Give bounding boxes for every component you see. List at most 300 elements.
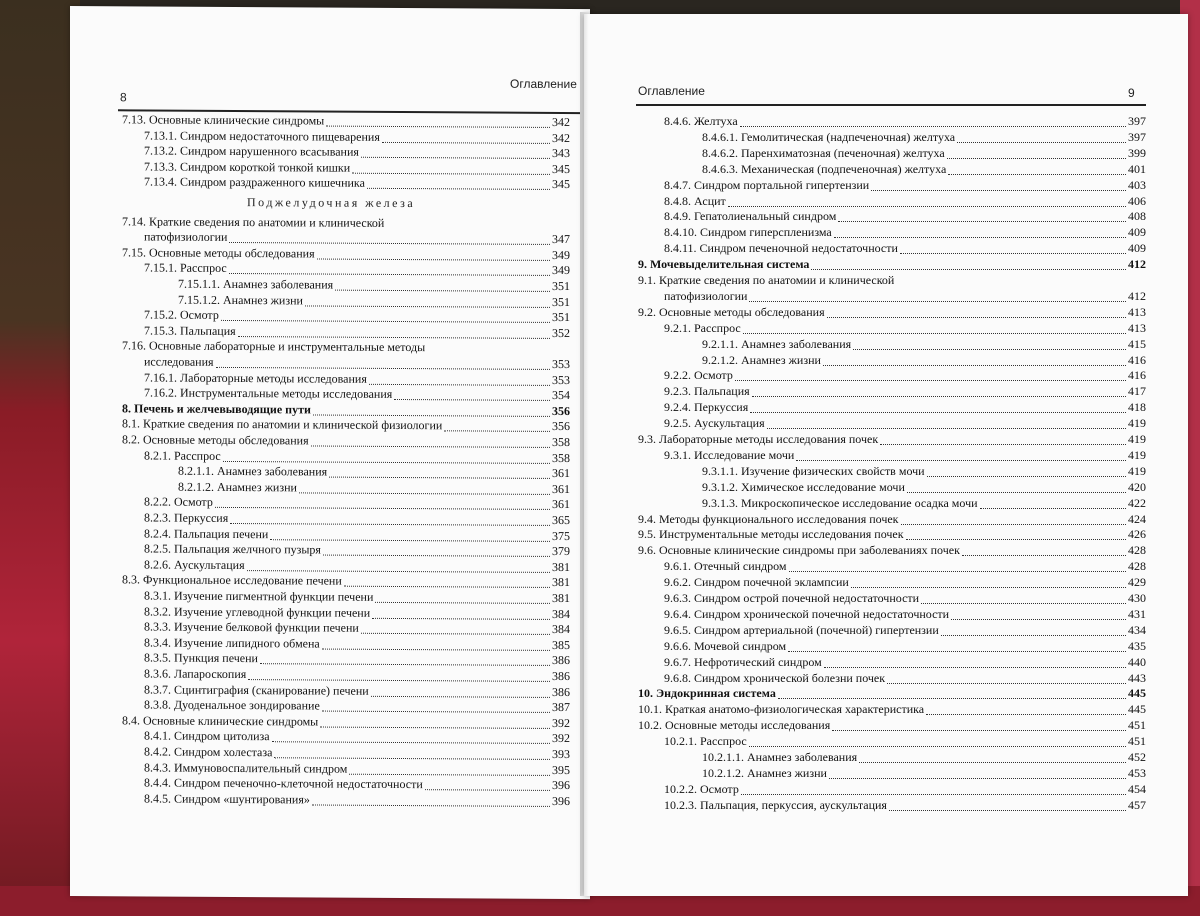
toc-leader-dots [372, 617, 550, 619]
toc-entry-label: 8. Печень и желчевыводящие пути [122, 401, 311, 417]
toc-entry [122, 432, 570, 449]
toc-entry [144, 323, 570, 340]
toc-entry [144, 776, 570, 793]
toc-entry-page: 361 [552, 481, 570, 496]
toc-leader-dots [948, 174, 1126, 175]
toc-entry [702, 766, 1146, 780]
toc-entry-label: 8.2.6. Аускультация [144, 557, 245, 572]
toc-entry-page: 454 [1128, 781, 1146, 796]
toc-entry [122, 214, 570, 231]
toc-entry-page: 358 [552, 434, 570, 450]
toc-entry-page: 419 [1128, 416, 1146, 431]
right-page-header-title: Оглавление [638, 84, 705, 98]
toc-entry [178, 277, 570, 293]
toc-entry [664, 559, 1146, 573]
toc-entry-label: 8.1. Краткие сведения по анатомии и клинической физиологии [122, 416, 443, 433]
toc-entry-label: 7.13. Основные клинические синдромы [122, 112, 325, 128]
toc-leader-dots [230, 523, 550, 526]
toc-entry-page: 351 [552, 278, 570, 294]
toc-leader-dots [823, 365, 1126, 366]
toc-entry-page: 343 [552, 146, 570, 161]
toc-entry-page: 424 [1128, 511, 1146, 526]
toc-leader-dots [305, 305, 550, 307]
toc-entry-label: 7.15.3. Пальпация [144, 323, 236, 338]
toc-entry [702, 337, 1146, 351]
toc-entry-label: 10.2.3. Пальпация, перкуссия, аускультация [664, 797, 887, 812]
toc-entry [638, 305, 1146, 319]
toc-entry-label: 8.4.8. Асцит [664, 193, 726, 208]
toc-entry [702, 464, 1146, 478]
toc-entry-page: 453 [1128, 765, 1146, 780]
toc-entry [664, 655, 1146, 669]
toc-entry-label: 10.2. Основные методы исследования [638, 718, 831, 733]
toc-entry [144, 557, 570, 574]
toc-entry-page: 361 [552, 497, 570, 512]
toc-entry [702, 480, 1146, 494]
toc-entry [664, 114, 1146, 128]
toc-entry-label: 8.3.5. Пункция печени [144, 650, 258, 666]
toc-entry-label: 8.2.1. Расспрос [144, 448, 221, 463]
toc-entry-label: 7.13.3. Синдром короткой тонкой кишки [144, 159, 351, 175]
toc-entry [664, 289, 1146, 303]
toc-leader-dots [941, 635, 1126, 636]
toc-leader-dots [311, 445, 550, 447]
toc-leader-dots [889, 810, 1126, 811]
toc-entry-label: 8.2.3. Перкуссия [144, 510, 229, 525]
toc-leader-dots [247, 570, 550, 573]
toc-entry-page: 440 [1128, 654, 1146, 669]
toc-leader-dots [859, 762, 1126, 763]
toc-entry [144, 604, 570, 621]
toc-leader-dots [369, 383, 550, 385]
toc-leader-dots [221, 320, 550, 323]
toc-leader-dots [851, 587, 1126, 588]
toc-entry-page: 416 [1128, 352, 1146, 367]
toc-entry-page: 386 [552, 653, 570, 668]
toc-entry-label: 7.15.1.2. Анамнез жизни [178, 292, 303, 308]
toc-entry-page: 342 [552, 114, 570, 130]
toc-entry [144, 510, 570, 527]
toc-entry-label: 9.6.6. Мочевой синдром [664, 638, 787, 653]
toc-leader-dots [735, 380, 1126, 381]
toc-entry-label: 8.2.1.1. Анамнез заболевания [178, 463, 328, 479]
toc-entry [664, 209, 1146, 223]
toc-entry-page: 345 [552, 161, 570, 176]
toc-entry-page: 381 [552, 590, 570, 606]
toc-entry-page: 413 [1128, 320, 1146, 335]
toc-entry-page: 452 [1128, 750, 1146, 764]
toc-entry-label: 7.13.4. Синдром раздраженного кишечника [144, 174, 365, 191]
book-spine-shadow [580, 12, 594, 896]
toc-leader-dots [323, 555, 550, 557]
toc-entry-label: 9.6.4. Синдром хронической почечной недостаточности [664, 606, 950, 621]
toc-leader-dots [375, 602, 550, 604]
toc-entry-page: 401 [1128, 161, 1146, 176]
toc-leader-dots [260, 664, 550, 667]
toc-entry-label: 9.2.4. Перкуссия [664, 400, 749, 415]
toc-entry-page: 387 [552, 700, 570, 715]
toc-entry [638, 718, 1146, 732]
toc-entry-page: 445 [1128, 702, 1146, 717]
toc-leader-dots [352, 173, 550, 175]
toc-leader-dots [229, 242, 550, 245]
toc-leader-dots [248, 679, 550, 682]
toc-entry-label: 10.2.2. Осмотр [664, 781, 739, 796]
toc-entry [702, 353, 1146, 367]
toc-entry-page: 381 [552, 575, 570, 590]
toc-entry-page: 399 [1128, 145, 1146, 160]
toc-leader-dots [901, 524, 1126, 525]
toc-leader-dots [329, 477, 550, 479]
toc-leader-dots [853, 349, 1126, 350]
toc-leader-dots [313, 414, 550, 416]
toc-entry-label: 7.16.1. Лабораторные методы исследования [144, 370, 367, 386]
toc-entry-page: 397 [1128, 129, 1146, 144]
toc-leader-dots [824, 667, 1126, 668]
toc-entry-label: 8.3.2. Изучение углеводной функции печени [144, 604, 371, 620]
toc-entry [664, 416, 1146, 430]
toc-entry-label: 8.2.5. Пальпация желчного пузыря [144, 541, 321, 557]
toc-leader-dots [223, 461, 550, 464]
toc-entry [144, 760, 570, 777]
toc-entry [144, 682, 570, 699]
toc-entry [702, 130, 1146, 144]
toc-entry-label: 7.15.1.1. Анамнез заболевания [178, 276, 334, 292]
toc-leader-dots [880, 444, 1126, 445]
toc-entry-page: 434 [1128, 622, 1146, 637]
toc-entry-page: 393 [552, 746, 570, 762]
toc-entry-page: 416 [1128, 368, 1146, 383]
right-page-number: 9 [1128, 86, 1135, 100]
toc-entry [638, 527, 1146, 541]
toc-entry-page: 353 [552, 356, 570, 372]
toc-leader-dots [272, 742, 550, 745]
toc-entry [664, 241, 1146, 255]
toc-entry [664, 798, 1146, 812]
toc-entry-label: 7.13.1. Синдром недостаточного пищеварения [144, 128, 380, 144]
toc-entry-label: 9.1. Краткие сведения по анатомии и клинической [638, 273, 895, 287]
toc-entry-page: 420 [1128, 479, 1146, 494]
toc-leader-dots [344, 586, 550, 588]
toc-leader-dots [749, 746, 1126, 747]
toc-entry [144, 620, 570, 637]
toc-entry-page: 430 [1128, 591, 1146, 605]
toc-leader-dots [947, 158, 1126, 159]
toc-leader-dots [728, 206, 1126, 207]
toc-entry [178, 292, 570, 308]
toc-entry [122, 245, 570, 262]
toc-entry [638, 512, 1146, 526]
toc-entry-page: 415 [1128, 336, 1146, 351]
toc-entry-label: 9.6.5. Синдром артериальной (почечной) гипертензии [664, 622, 939, 637]
toc-entry-label: 8.4.5. Синдром «шунтирования» [144, 791, 310, 807]
toc-entry-label: исследования [144, 354, 214, 369]
toc-entry [638, 702, 1146, 716]
toc-entry-label: 8.4.6.2. Паренхиматозная (печеночная) желтуха [702, 145, 945, 160]
toc-entry-page: 435 [1128, 638, 1146, 653]
toc-leader-dots [832, 730, 1126, 731]
toc-entry-label: 8.4. Основные клинические синдромы [122, 713, 319, 729]
toc-leader-dots [743, 333, 1126, 334]
toc-entry-page: 419 [1128, 432, 1146, 446]
toc-entry-page: 352 [552, 325, 570, 340]
left-page [70, 6, 590, 899]
toc-entry-label: 9.6.8. Синдром хронической болезни почек [664, 670, 886, 685]
toc-entry [144, 729, 570, 746]
toc-entry-label: 8.4.6. Желтуха [664, 114, 738, 128]
toc-entry-page: 356 [552, 403, 570, 418]
toc-entry [702, 162, 1146, 176]
toc-entry-page: 396 [552, 793, 570, 808]
toc-entry-label: 8.4.6.3. Механическая (подпеченочная) желтуха [702, 161, 947, 176]
toc-leader-dots [382, 141, 550, 143]
toc-entry-page: 429 [1128, 575, 1146, 590]
toc-leader-dots [371, 695, 550, 697]
toc-entry-label: Поджелудочная железа [247, 195, 416, 211]
toc-leader-dots [740, 126, 1126, 127]
toc-leader-dots [838, 221, 1126, 222]
toc-entry-label: 7.16. Основные лабораторные и инструментальные методы [122, 338, 426, 355]
toc-entry [144, 128, 570, 145]
toc-entry [178, 479, 570, 495]
toc-entry-page: 347 [552, 232, 570, 247]
toc-leader-dots [444, 431, 550, 433]
toc-entry [144, 666, 570, 683]
toc-entry-label: 8.4.3. Иммуновоспалительный синдром [144, 760, 348, 776]
toc-entry-page: 419 [1128, 463, 1146, 478]
toc-leader-dots [752, 396, 1126, 397]
toc-leader-dots [962, 555, 1126, 556]
toc-entry-label: 9.2. Основные методы обследования [638, 304, 825, 319]
toc-leader-dots [921, 603, 1126, 604]
toc-entry [664, 591, 1146, 605]
toc-entry-label: 8.3.4. Изучение липидного обмена [144, 635, 320, 651]
toc-entry-page: 381 [552, 559, 570, 574]
toc-leader-dots [827, 317, 1126, 318]
toc-entry-page: 417 [1128, 384, 1146, 399]
toc-entry-label: 8.3. Функциональное исследование печени [122, 572, 342, 589]
toc-entry [664, 321, 1146, 335]
toc-entry-page: 403 [1128, 177, 1146, 192]
toc-entry-label: 7.14. Краткие сведения по анатомии и клинической [122, 213, 385, 230]
toc-entry-label: 9.5. Инструментальные методы исследования почек [638, 527, 904, 542]
toc-entry [664, 575, 1146, 589]
toc-entry [144, 744, 570, 761]
toc-entry-page: 385 [552, 637, 570, 652]
toc-entry-label: 8.2. Основные методы обследования [122, 432, 309, 448]
toc-entry-page: 392 [552, 731, 570, 746]
toc-entry-page: 349 [552, 263, 570, 278]
toc-leader-dots [326, 126, 550, 128]
toc-entry-page: 353 [552, 372, 570, 387]
toc-leader-dots [980, 508, 1126, 509]
toc-entry-page: 384 [552, 622, 570, 637]
toc-leader-dots [907, 492, 1126, 493]
toc-entry-label: 8.3.7. Сцинтиграфия (сканирование) печени [144, 682, 369, 698]
toc-entry-label: 9.6.3. Синдром острой почечной недостаточности [664, 591, 920, 605]
toc-entry-label: 9.2.2. Осмотр [664, 368, 733, 383]
toc-entry-label: 9.3.1.2. Химическое исследование мочи [702, 479, 905, 494]
toc-entry-label: 8.4.7. Синдром портальной гипертензии [664, 177, 870, 192]
toc-leader-dots [322, 711, 550, 713]
toc-entry-page: 356 [552, 419, 570, 434]
toc-entry-label: 7.15. Основные методы обследования [122, 245, 315, 261]
toc-entry [664, 623, 1146, 637]
toc-entry-page: 419 [1128, 447, 1146, 462]
toc-entry-label: 10.2.1.1. Анамнез заболевания [702, 750, 858, 764]
toc-entry-page: 409 [1128, 241, 1146, 256]
toc-entry [664, 384, 1146, 398]
toc-entry [144, 354, 570, 371]
toc-leader-dots [741, 794, 1126, 795]
toc-leader-dots [887, 683, 1126, 684]
toc-entry-label: 7.15.1. Расспрос [144, 260, 227, 276]
toc-entry [144, 495, 570, 512]
toc-entry-page: 358 [552, 450, 570, 465]
toc-leader-dots [871, 190, 1126, 191]
toc-entry-label: 9.2.1.1. Анамнез заболевания [702, 336, 852, 351]
toc-entry-label: 8.4.6.1. Гемолитическая (надпеченочная) желтуха [702, 129, 956, 144]
toc-entry-label: 8.3.3. Изучение белковой функции печени [144, 619, 359, 635]
toc-entry-page: 451 [1128, 734, 1146, 749]
toc-entry [144, 791, 570, 808]
toc-leader-dots [927, 476, 1126, 477]
toc-entry-page: 413 [1128, 304, 1146, 319]
toc-entry [638, 273, 1146, 287]
toc-entry [638, 257, 1146, 271]
toc-leader-dots [750, 412, 1126, 413]
left-page-number: 8 [120, 90, 127, 105]
toc-entry-page: 365 [552, 512, 570, 528]
toc-entry-label: патофизиологии [144, 229, 228, 245]
toc-entry-label: 9.2.5. Аускультация [664, 416, 765, 431]
toc-entry [664, 178, 1146, 192]
toc-entry [702, 750, 1146, 764]
toc-entry [144, 308, 570, 325]
toc-entry-page: 351 [552, 310, 570, 325]
toc-leader-dots [926, 714, 1126, 715]
toc-leader-dots [367, 188, 550, 190]
toc-entry [144, 370, 570, 387]
toc-entry [144, 526, 570, 543]
toc-leader-dots [811, 269, 1126, 270]
toc-entry [638, 543, 1146, 557]
toc-entry-page: 422 [1128, 495, 1146, 510]
toc-entry-label: 9.3.1.1. Изучение физических свойств мочи [702, 463, 925, 478]
toc-entry-page: 351 [552, 294, 570, 309]
toc-leader-dots [951, 619, 1126, 620]
toc-leader-dots [900, 253, 1126, 254]
toc-entry [144, 448, 570, 465]
toc-entry-page: 386 [552, 684, 570, 699]
toc-leader-dots [767, 428, 1126, 429]
toc-entry-label: 8.2.2. Осмотр [144, 494, 213, 510]
toc-leader-dots [834, 237, 1126, 238]
toc-leader-dots [312, 804, 550, 806]
toc-entry-label: 9.3. Лабораторные методы исследования почек [638, 432, 879, 446]
toc-entry-label: 8.4.2. Синдром холестаза [144, 744, 273, 760]
toc-leader-dots [299, 492, 550, 495]
toc-entry-page: 428 [1128, 543, 1146, 558]
toc-entry [144, 159, 570, 176]
toc-entry [144, 698, 570, 715]
toc-entry [638, 686, 1146, 700]
toc-entry-page: 345 [552, 177, 570, 192]
toc-entry [144, 261, 570, 278]
toc-leader-dots [788, 651, 1126, 652]
toc-entry-label: 10.2.1. Расспрос [664, 734, 747, 749]
toc-leader-dots [317, 258, 550, 260]
toc-entry [664, 782, 1146, 796]
toc-entry [664, 400, 1146, 414]
toc-entry-page: 375 [552, 528, 570, 543]
toc-entry-page: 409 [1128, 225, 1146, 240]
toc-leader-dots [274, 757, 550, 760]
toc-entry [638, 432, 1146, 446]
toc-entry-page: 457 [1128, 797, 1146, 812]
toc-entry-label: 9.2.1.2. Анамнез жизни [702, 352, 821, 367]
toc-entry-label: 9. Мочевыделительная система [638, 257, 810, 272]
toc-entry-label: 8.3.6. Лапароскопия [144, 666, 247, 682]
toc-leader-dots [829, 778, 1126, 779]
toc-entry [702, 496, 1146, 510]
toc-leader-dots [361, 157, 550, 159]
toc-entry-label: 8.4.10. Синдром гиперспленизма [664, 225, 832, 240]
toc-entry-label: 9.2.3. Пальпация [664, 384, 750, 399]
toc-leader-dots [349, 773, 550, 775]
toc-entry-page: 384 [552, 606, 570, 621]
toc-entry-page: 443 [1128, 670, 1146, 685]
toc-entry-label: 9.3.1. Исследование мочи [664, 447, 795, 462]
toc-entry [664, 607, 1146, 621]
toc-entry-page: 349 [552, 247, 570, 262]
left-page-header-title: Оглавление [510, 76, 577, 92]
toc-entry-page: 412 [1128, 257, 1146, 272]
toc-leader-dots [749, 301, 1126, 302]
toc-entry-page: 397 [1128, 114, 1146, 128]
toc-entry [144, 386, 570, 403]
toc-entry-page: 361 [552, 466, 570, 481]
toc-entry-label: 9.6. Основные клинические синдромы при заболеваниях почек [638, 543, 960, 558]
toc-entry [144, 651, 570, 668]
toc-entry [122, 713, 570, 730]
toc-entry-label: 8.4.9. Гепатолиенальный синдром [664, 209, 837, 224]
toc-entry [144, 635, 570, 652]
toc-entry-label: 9.6.1. Отечный синдром [664, 559, 787, 574]
toc-entry-label: 8.3.1. Изучение пигментной функции печени [144, 588, 374, 604]
toc-entry [664, 448, 1146, 462]
toc-entry-page: 418 [1128, 400, 1146, 415]
toc-entry-label: 9.4. Методы функционального исследования почек [638, 511, 899, 526]
toc-leader-dots [270, 539, 550, 542]
toc-leader-dots [957, 142, 1126, 143]
toc-leader-dots [778, 698, 1126, 699]
toc-entry-label: 7.13.2. Синдром нарушенного всасывания [144, 143, 359, 159]
toc-entry-page: 406 [1128, 193, 1146, 208]
toc-entry [144, 230, 570, 247]
toc-entry-page: 431 [1128, 606, 1146, 621]
toc-entry [247, 195, 570, 211]
toc-entry [122, 401, 570, 418]
toc-leader-dots [215, 507, 550, 510]
toc-entry [702, 146, 1146, 160]
toc-entry-page: 342 [552, 130, 570, 145]
toc-entry [144, 175, 570, 192]
toc-entry-label: 10. Эндокринная система [638, 686, 776, 701]
toc-entry [144, 542, 570, 559]
toc-leader-dots [425, 789, 550, 791]
toc-leader-dots [335, 290, 550, 292]
